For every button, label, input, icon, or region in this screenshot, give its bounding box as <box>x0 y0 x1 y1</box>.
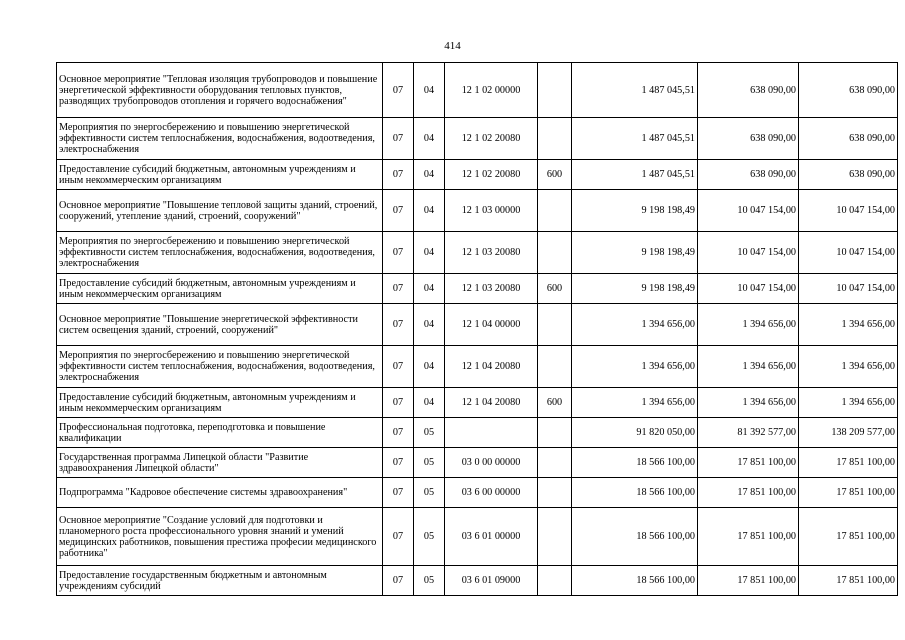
cell-text-sum1: 18 566 100,00 <box>636 457 695 468</box>
cell-text-sum3: 17 851 100,00 <box>836 487 895 498</box>
cell-text-podrazdel: 04 <box>423 84 435 96</box>
cell-name <box>57 478 383 508</box>
cell-csr <box>445 274 538 304</box>
cell-vr <box>538 63 572 118</box>
cell-sum-1 <box>572 304 698 346</box>
cell-sum-2 <box>698 478 799 508</box>
cell-name <box>57 304 383 346</box>
cell-text-sum2: 17 851 100,00 <box>737 487 796 498</box>
cell-text-sum2: 17 851 100,00 <box>737 575 796 586</box>
cell-text-sum3: 17 851 100,00 <box>836 531 895 542</box>
cell-text-name: Профессиональная подготовка, переподготовка и повышение квалификации <box>59 421 326 444</box>
cell-text-sum3: 17 851 100,00 <box>836 457 895 468</box>
cell-razdel <box>383 232 414 274</box>
cell-sum-2 <box>698 346 799 388</box>
cell-text-podrazdel: 05 <box>423 487 435 498</box>
cell-text-sum3: 17 851 100,00 <box>836 575 895 586</box>
cell-podrazdel <box>414 418 445 448</box>
cell-sum-2 <box>698 304 799 346</box>
cell-text-podrazdel: 04 <box>423 319 435 330</box>
cell-text-name: Государственная программа Липецкой области "Развитие здравоохранения Липецкой области" <box>59 451 309 474</box>
cell-csr <box>445 478 538 508</box>
cell-text-name: Предоставление субсидий бюджетным, автономным учреждениям и иным некоммерческим организациям <box>59 391 356 414</box>
cell-podrazdel <box>414 388 445 418</box>
cell-text-sum1: 9 198 198,49 <box>641 205 695 216</box>
cell-podrazdel <box>414 232 445 274</box>
cell-text-sum2: 1 394 656,00 <box>742 319 796 330</box>
cell-text-name: Мероприятия по энергосбережению и повышению энергетической эффективности систем теплоснабжения, водоснабжения, водоотведения, электроснабжения <box>59 236 375 269</box>
cell-text-razdel: 07 <box>392 84 404 96</box>
budget-table <box>56 62 898 596</box>
cell-text-sum3: 10 047 154,00 <box>836 247 895 258</box>
table-row <box>57 63 898 118</box>
cell-sum-3 <box>799 63 898 118</box>
cell-sum-3 <box>799 232 898 274</box>
cell-podrazdel <box>414 304 445 346</box>
cell-razdel <box>383 63 414 118</box>
cell-sum-3 <box>799 160 898 190</box>
cell-text-razdel: 07 <box>392 427 404 438</box>
cell-sum-2 <box>698 160 799 190</box>
cell-podrazdel <box>414 274 445 304</box>
cell-vr <box>538 508 572 566</box>
cell-sum-3 <box>799 346 898 388</box>
cell-text-razdel: 07 <box>392 205 404 216</box>
cell-name <box>57 448 383 478</box>
cell-text-sum2: 10 047 154,00 <box>737 205 796 216</box>
cell-podrazdel <box>414 478 445 508</box>
cell-razdel <box>383 508 414 566</box>
cell-text-sum3: 638 090,00 <box>849 133 895 144</box>
cell-text-podrazdel: 05 <box>423 531 435 542</box>
cell-text-podrazdel: 04 <box>423 361 435 372</box>
cell-text-podrazdel: 04 <box>423 205 435 216</box>
cell-sum-3 <box>799 418 898 448</box>
cell-sum-1 <box>572 508 698 566</box>
cell-sum-2 <box>698 63 799 118</box>
cell-sum-3 <box>799 448 898 478</box>
cell-csr <box>445 304 538 346</box>
table-row <box>57 160 898 190</box>
cell-text-podrazdel: 04 <box>423 169 435 180</box>
cell-text-sum1: 1 394 656,00 <box>641 319 695 330</box>
cell-vr <box>538 118 572 160</box>
cell-text-sum3: 1 394 656,00 <box>841 319 895 330</box>
cell-text-name: Предоставление субсидий бюджетным, автономным учреждениям и иным некоммерческим организациям <box>59 277 356 300</box>
cell-vr <box>538 160 572 190</box>
cell-sum-1 <box>572 478 698 508</box>
cell-text-sum2: 10 047 154,00 <box>737 283 796 294</box>
cell-sum-1 <box>572 388 698 418</box>
cell-text-sum2: 638 090,00 <box>750 169 796 180</box>
cell-vr <box>538 346 572 388</box>
cell-text-csr: 03 0 00 00000 <box>461 457 521 468</box>
cell-text-sum1: 18 566 100,00 <box>636 487 695 498</box>
cell-text-sum2: 1 394 656,00 <box>742 397 796 408</box>
cell-sum-1 <box>572 63 698 118</box>
cell-text-sum2: 1 394 656,00 <box>742 361 796 372</box>
table-row <box>57 232 898 274</box>
cell-csr <box>445 63 538 118</box>
cell-csr <box>445 118 538 160</box>
cell-text-sum1: 1 394 656,00 <box>641 397 695 408</box>
table-row <box>57 346 898 388</box>
cell-text-csr: 12 1 02 20080 <box>461 169 521 180</box>
cell-text-csr: 03 6 01 09000 <box>461 575 521 586</box>
cell-text-name: Мероприятия по энергосбережению и повышению энергетической эффективности систем теплоснабжения, водоснабжения, водоотведения, электроснабжения <box>59 350 375 383</box>
cell-text-podrazdel: 04 <box>423 133 435 144</box>
cell-text-razdel: 07 <box>392 361 404 372</box>
cell-name <box>57 388 383 418</box>
cell-name <box>57 508 383 566</box>
cell-text-csr: 12 1 03 20080 <box>461 247 521 258</box>
cell-sum-3 <box>799 274 898 304</box>
cell-vr <box>538 388 572 418</box>
table-row <box>57 508 898 566</box>
cell-text-sum3: 638 090,00 <box>849 169 895 180</box>
cell-razdel <box>383 388 414 418</box>
cell-text-name: Предоставление государственным бюджетным и автономным учреждениям субсидий <box>59 569 327 592</box>
cell-vr <box>538 274 572 304</box>
cell-text-sum1: 1 394 656,00 <box>641 361 695 372</box>
cell-sum-3 <box>799 566 898 596</box>
cell-sum-1 <box>572 160 698 190</box>
cell-podrazdel <box>414 160 445 190</box>
cell-name <box>57 418 383 448</box>
cell-text-sum3: 1 394 656,00 <box>841 397 895 408</box>
cell-text-csr: 12 1 04 20080 <box>461 361 521 372</box>
cell-sum-2 <box>698 118 799 160</box>
table-row <box>57 274 898 304</box>
cell-sum-3 <box>799 388 898 418</box>
cell-vr <box>538 566 572 596</box>
cell-text-name: Мероприятия по энергосбережению и повышению энергетической эффективности систем теплоснабжения, водоснабжения, водоотведения, электроснабжения <box>59 122 375 155</box>
cell-csr <box>445 232 538 274</box>
cell-razdel <box>383 346 414 388</box>
cell-sum-2 <box>698 508 799 566</box>
cell-sum-1 <box>572 232 698 274</box>
cell-text-razdel: 07 <box>392 457 404 468</box>
cell-sum-3 <box>799 478 898 508</box>
cell-text-razdel: 07 <box>392 531 404 542</box>
cell-text-podrazdel: 05 <box>423 457 435 468</box>
cell-text-sum1: 91 820 050,00 <box>636 427 695 438</box>
cell-csr <box>445 418 538 448</box>
cell-razdel <box>383 478 414 508</box>
cell-name <box>57 118 383 160</box>
cell-text-csr: 12 1 03 00000 <box>461 205 521 216</box>
cell-csr <box>445 388 538 418</box>
cell-text-csr: 12 1 02 20080 <box>461 133 521 144</box>
cell-razdel <box>383 566 414 596</box>
cell-text-podrazdel: 05 <box>423 575 435 586</box>
cell-sum-2 <box>698 418 799 448</box>
cell-sum-3 <box>799 118 898 160</box>
table-row <box>57 304 898 346</box>
cell-name <box>57 346 383 388</box>
cell-podrazdel <box>414 346 445 388</box>
cell-razdel <box>383 274 414 304</box>
cell-razdel <box>383 448 414 478</box>
table-row <box>57 478 898 508</box>
cell-csr <box>445 508 538 566</box>
cell-text-sum3: 138 209 577,00 <box>831 427 895 438</box>
cell-text-csr: 12 1 04 20080 <box>461 397 521 408</box>
cell-sum-1 <box>572 346 698 388</box>
cell-vr <box>538 418 572 448</box>
cell-text-vr: 600 <box>546 169 563 180</box>
cell-text-sum3: 1 394 656,00 <box>841 361 895 372</box>
cell-text-sum1: 1 487 045,51 <box>641 84 695 96</box>
cell-sum-3 <box>799 190 898 232</box>
cell-sum-1 <box>572 566 698 596</box>
table-row <box>57 418 898 448</box>
cell-vr <box>538 478 572 508</box>
cell-text-vr: 600 <box>546 397 563 408</box>
cell-sum-1 <box>572 448 698 478</box>
cell-razdel <box>383 190 414 232</box>
cell-text-podrazdel: 04 <box>423 397 435 408</box>
cell-sum-2 <box>698 388 799 418</box>
cell-text-sum2: 17 851 100,00 <box>737 531 796 542</box>
cell-text-csr: 12 1 04 00000 <box>461 319 521 330</box>
cell-text-sum1: 18 566 100,00 <box>636 575 695 586</box>
cell-podrazdel <box>414 118 445 160</box>
cell-name <box>57 160 383 190</box>
cell-podrazdel <box>414 190 445 232</box>
cell-text-razdel: 07 <box>392 397 404 408</box>
cell-podrazdel <box>414 63 445 118</box>
cell-csr <box>445 190 538 232</box>
table-row <box>57 118 898 160</box>
cell-text-csr: 12 1 02 00000 <box>461 84 521 96</box>
cell-text-name: Основное мероприятие "Повышение энергетической эффективности систем освещения зданий, строений, сооружений" <box>59 313 358 336</box>
cell-text-sum3: 10 047 154,00 <box>836 205 895 216</box>
cell-text-sum2: 81 392 577,00 <box>737 427 796 438</box>
cell-text-csr: 12 1 03 20080 <box>461 283 521 294</box>
cell-text-sum1: 9 198 198,49 <box>641 247 695 258</box>
cell-csr <box>445 160 538 190</box>
cell-csr <box>445 448 538 478</box>
cell-sum-1 <box>572 118 698 160</box>
cell-text-name: Основное мероприятие "Создание условий для подготовки и планомерного роста профессионального уровня знаний и умений медицинских работников, повышения престижа професии медицинского работника" <box>59 514 377 559</box>
cell-text-sum2: 638 090,00 <box>750 84 796 96</box>
table-row <box>57 566 898 596</box>
cell-text-podrazdel: 04 <box>423 247 435 258</box>
cell-text-razdel: 07 <box>392 247 404 258</box>
cell-vr <box>538 304 572 346</box>
cell-name <box>57 232 383 274</box>
cell-sum-2 <box>698 448 799 478</box>
cell-text-name: Основное мероприятие "Повышение тепловой защиты зданий, строений, сооружений, утепление зданий, строений, сооружений" <box>59 199 378 222</box>
cell-name <box>57 190 383 232</box>
cell-razdel <box>383 118 414 160</box>
cell-sum-2 <box>698 566 799 596</box>
table-row <box>57 190 898 232</box>
cell-text-sum1: 18 566 100,00 <box>636 531 695 542</box>
cell-podrazdel <box>414 448 445 478</box>
cell-text-podrazdel: 05 <box>423 427 435 438</box>
cell-text-name: Предоставление субсидий бюджетным, автономным учреждениям и иным некоммерческим организациям <box>59 163 356 186</box>
table-row <box>57 388 898 418</box>
cell-text-sum2: 10 047 154,00 <box>737 247 796 258</box>
cell-razdel <box>383 304 414 346</box>
cell-vr <box>538 232 572 274</box>
cell-csr <box>445 346 538 388</box>
cell-text-csr: 03 6 01 00000 <box>461 531 521 542</box>
cell-text-name: Основное мероприятие "Тепловая изоляция трубопроводов и повышение энергетической эффективности оборудования тепловых пунктов, разводящих трубопроводов отопления и горячего водоснабжения" <box>59 73 378 107</box>
cell-text-sum3: 10 047 154,00 <box>836 283 895 294</box>
cell-sum-1 <box>572 190 698 232</box>
cell-razdel <box>383 160 414 190</box>
cell-text-razdel: 07 <box>392 133 404 144</box>
cell-razdel <box>383 418 414 448</box>
cell-podrazdel <box>414 566 445 596</box>
cell-text-razdel: 07 <box>392 319 404 330</box>
cell-sum-1 <box>572 274 698 304</box>
cell-sum-2 <box>698 274 799 304</box>
cell-podrazdel <box>414 508 445 566</box>
cell-text-razdel: 07 <box>392 575 404 586</box>
cell-text-sum3: 638 090,00 <box>849 84 895 96</box>
cell-text-csr: 03 6 00 00000 <box>461 487 521 498</box>
table-row <box>57 448 898 478</box>
cell-text-sum1: 1 487 045,51 <box>641 133 695 144</box>
cell-name <box>57 274 383 304</box>
cell-name <box>57 63 383 118</box>
cell-text-sum2: 638 090,00 <box>750 133 796 144</box>
cell-text-podrazdel: 04 <box>423 283 435 294</box>
page-number: 414 <box>444 40 461 52</box>
cell-sum-3 <box>799 508 898 566</box>
cell-csr <box>445 566 538 596</box>
cell-text-razdel: 07 <box>392 487 404 498</box>
cell-text-razdel: 07 <box>392 283 404 294</box>
cell-text-sum1: 1 487 045,51 <box>641 169 695 180</box>
cell-text-name: Подпрограмма "Кадровое обеспечение системы здравоохранения" <box>59 487 348 498</box>
cell-sum-3 <box>799 304 898 346</box>
cell-sum-2 <box>698 232 799 274</box>
cell-sum-2 <box>698 190 799 232</box>
cell-text-razdel: 07 <box>392 169 404 180</box>
cell-text-sum2: 17 851 100,00 <box>737 457 796 468</box>
cell-vr <box>538 190 572 232</box>
cell-text-vr: 600 <box>546 283 563 294</box>
cell-name <box>57 566 383 596</box>
cell-text-sum1: 9 198 198,49 <box>641 283 695 294</box>
cell-vr <box>538 448 572 478</box>
cell-sum-1 <box>572 418 698 448</box>
